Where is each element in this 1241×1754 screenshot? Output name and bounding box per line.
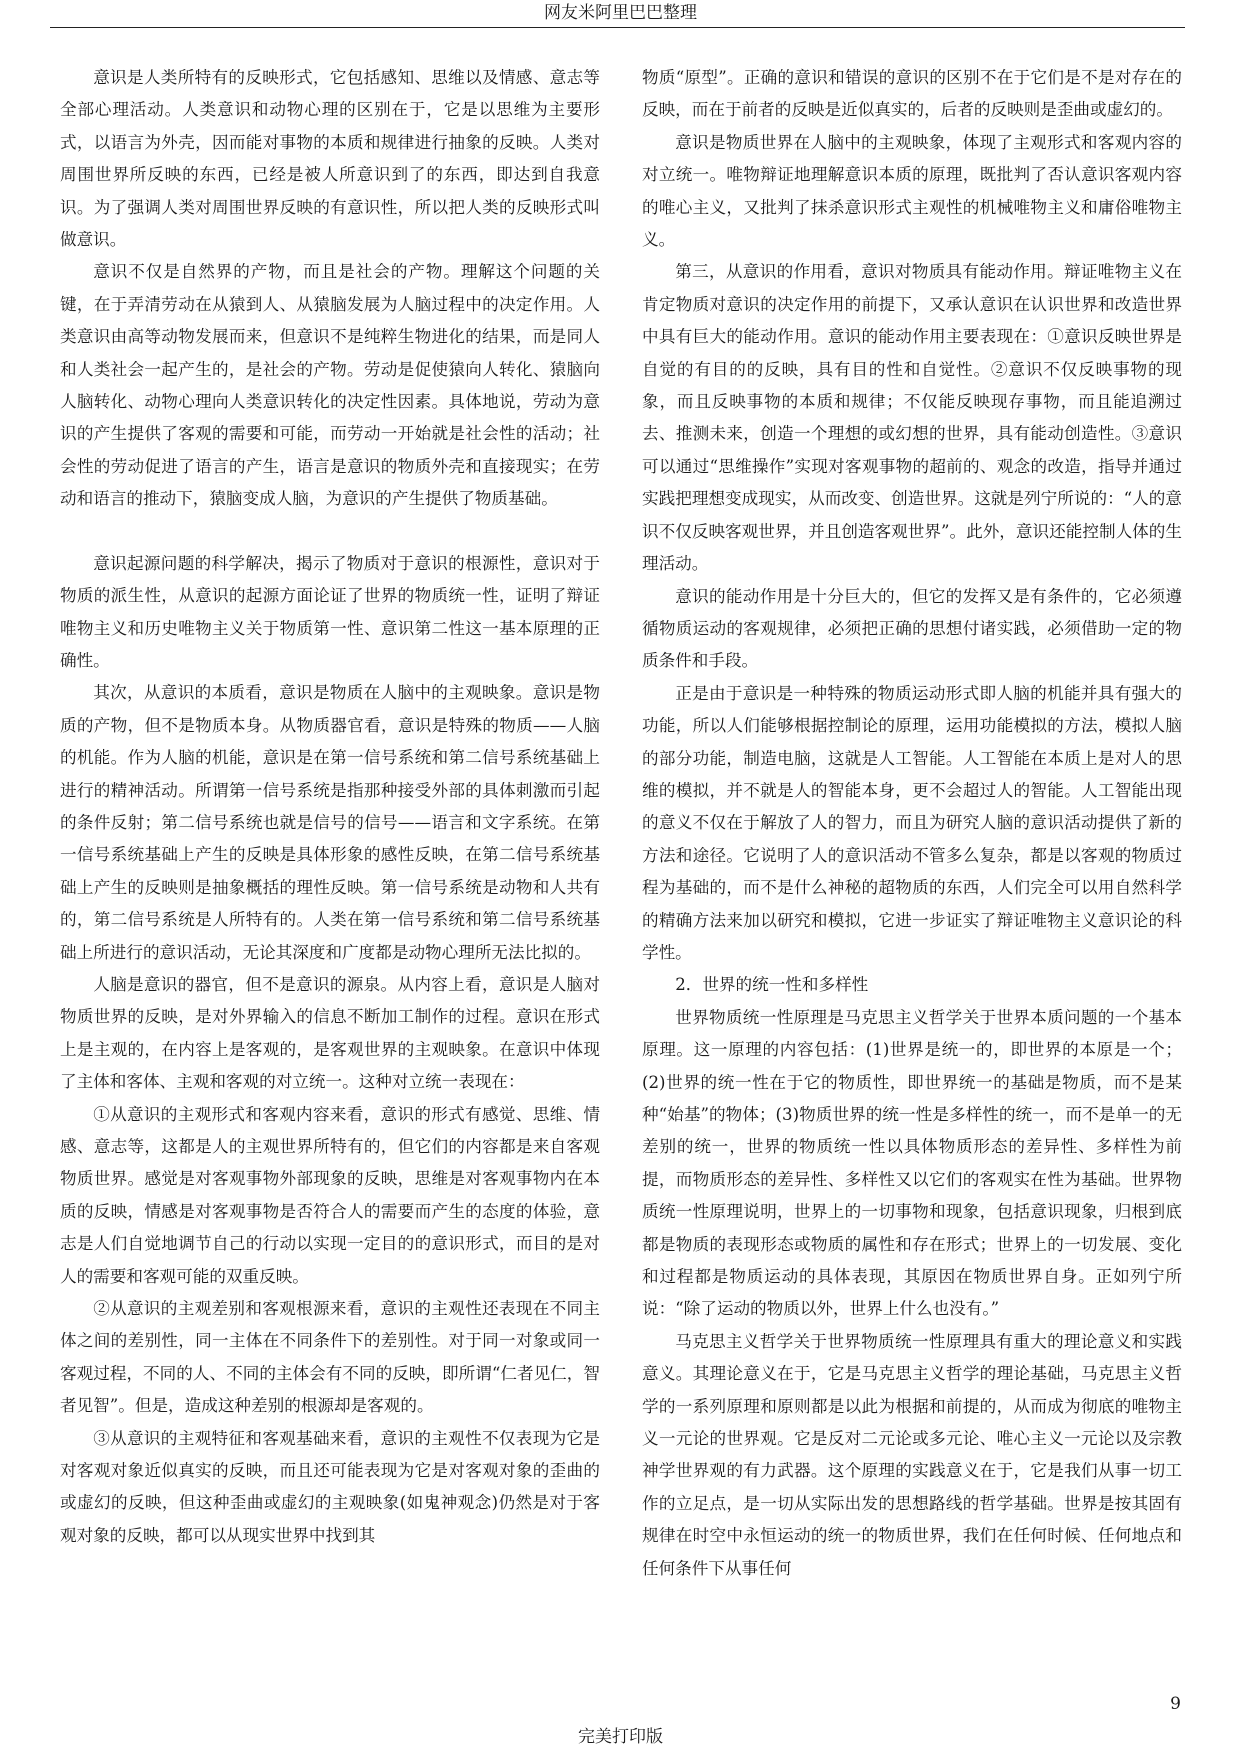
paragraph: 世界物质统一性原理是马克思主义哲学关于世界本质问题的一个基本原理。这一原理的内容包括：(1)世界是统一的，即世界的本原是一个；(2)世界的统一性在于它的物质性，即世界统一的基础是物质，而不是某种“始基”的物体；(3)物质世界的统一性是多样性的统一，而不是单一的无差别的统一，世界的物质统一性以具体物质形态的差异性、多样性为前提，而物质形态的差异性、多样性又以它们的客观实在性为基础。世界物质统一性原理说明，世界上的一切事物和现象，包括意识现象，归根到底都是物质的表现形态或物质的属性和存在形式；世界上的一切发展、变化和过程都是物质运动的具体表现，其原因在物质世界自身。正如列宁所说：“除了运动的物质以外，世界上什么也没有。” (642, 1007, 1182, 1319)
header-title: 网友米阿里巴巴整理 (544, 3, 697, 23)
left-column (60, 62, 600, 1552)
paragraph-continued: 物质“原型”。正确的意识和错误的意识的区别不在于它们是不是对存在的反映，而在于前者的反映是近似真实的，后者的反映则是歪曲或虚幻的。 (642, 68, 1182, 120)
paragraph: ①从意识的主观形式和客观内容来看，意识的形式有感觉、思维、情感、意志等，这都是人的主观世界所特有的，但它们的内容都是来自客观物质世界。感觉是对客观事物外部现象的反映，思维是对客观事物内在本质的反映，情感是对客观事物是否符合人的需要而产生的态度的体验，意志是人们自觉地调节自己的行动以实现一定目的的意识形式，而目的是对人的需要和客观可能的双重反映。 (60, 1104, 600, 1286)
paragraph-gap (60, 516, 600, 548)
paragraph: 正是由于意识是一种特殊的物质运动形式即人脑的机能并具有强大的功能，所以人们能够根据控制论的原理，运用功能模拟的方法，模拟人脑的部分功能，制造电脑，这就是人工智能。人工智能在本质上是对人的思维的模拟，并不就是人的智能本身，更不会超过人的智能。人工智能出现的意义不仅在于解放了人的智力，而且为研究人脑的意识活动提供了新的方法和途径。它说明了人的意识活动不管多么复杂，都是以客观的物质过程为基础的，而不是什么神秘的超物质的东西，人们完全可以用自然科学的精确方法来加以研究和模拟，它进一步证实了辩证唯物主义意识论的科学性。 (642, 683, 1182, 962)
paragraph: ③从意识的主观特征和客观基础来看，意识的主观性不仅表现为它是对客观对象近似真实的反映，而且还可能表现为它是对客观对象的歪曲的或虚幻的反映，但这种歪曲或虚幻的主观映象(如鬼神观念)仍然是对于客观对象的反映，都可以从现实世界中找到其 (60, 1428, 600, 1545)
paragraph: 人脑是意识的器官，但不是意识的源泉。从内容上看，意识是人脑对物质世界的反映，是对外界输入的信息不断加工制作的过程。意识在形式上是主观的，在内容上是客观的，是客观世界的主观映象。在意识中体现了主体和客体、主观和客观的对立统一。这种对立统一表现在： (60, 974, 600, 1092)
section-heading: 2．世界的统一性和多样性 (675, 975, 869, 995)
paragraph: 马克思主义哲学关于世界物质统一性原理具有重大的理论意义和实践意义。其理论意义在于，它是马克思主义哲学的理论基础，马克思主义哲学的一系列原理和原则都是以此为根据和前提的，从而成为彻底的唯物主义一元论的世界观。它是反对二元论或多元论、唯心主义一元论以及宗教神学世界观的有力武器。这个原理的实践意义在于，它是我们从事一切工作的立足点，是一切从实际出发的思想路线的哲学基础。世界是按其固有规律在时空中永恒运动的统一的物质世界，我们在任何时候、任何地点和任何条件下从事任何 (642, 1331, 1182, 1578)
paragraph: ②从意识的主观差别和客观根源来看，意识的主观性还表现在不同主体之间的差别性，同一主体在不同条件下的差别性。对于同一对象或同一客观过程，不同的人、不同的主体会有不同的反映，即所谓“仁者见仁，智者见智”。但是，造成这种差别的根源却是客观的。 (60, 1299, 600, 1416)
header-divider (50, 27, 1185, 28)
right-column (642, 62, 1182, 1585)
paragraph: 意识的能动作用是十分巨大的，但它的发挥又是有条件的，它必须遵循物质运动的客观规律，必须把正确的思想付诸实践，必须借助一定的物质条件和手段。 (642, 586, 1182, 671)
footer-text: 完美打印版 (578, 1727, 663, 1747)
page-number: 9 (1170, 1694, 1181, 1714)
paragraph: 第三，从意识的作用看，意识对物质具有能动作用。辩证唯物主义在肯定物质对意识的决定作用的前提下，又承认意识在认识世界和改造世界中具有巨大的能动作用。意识的能动作用主要表现在：①意识反映世界是自觉的有目的的反映，具有目的性和自觉性。②意识不仅反映事物的现象，而且反映事物的本质和规律；不仅能反映现存事物，而且能追溯过去、推测未来，创造一个理想的或幻想的世界，具有能动创造性。③意识可以通过“思维操作”实现对客观事物的超前的、观念的改造，指导并通过实践把理想变成现实，从而改变、创造世界。这就是列宁所说的：“人的意识不仅反映客观世界，并且创造客观世界”。此外，意识还能控制人体的生理活动。 (642, 262, 1182, 574)
paragraph: 意识是人类所特有的反映形式，它包括感知、思维以及情感、意志等全部心理活动。人类意识和动物心理的区别在于，它是以思维为主要形式，以语言为外壳，因而能对事物的本质和规律进行抽象的反映。人类对周围世界所反映的东西，已经是被人所意识到了的东西，即达到自我意识。为了强调人类对周围世界反映的有意识性，所以把人类的反映形式叫做意识。 (60, 68, 600, 250)
page-footer (0, 1722, 1241, 1747)
paragraph: 意识起源问题的科学解决，揭示了物质对于意识的根源性，意识对于物质的派生性，从意识的起源方面论证了世界的物质统一性，证明了辩证唯物主义和历史唯物主义关于物质第一性、意识第二性这一基本原理的正确性。 (60, 553, 600, 670)
paragraph: 意识是物质世界在人脑中的主观映象，体现了主观形式和客观内容的对立统一。唯物辩证地理解意识本质的原理，既批判了否认意识客观内容的唯心主义，又批判了抹杀意识形式主观性的机械唯物主义和庸俗唯物主义。 (642, 132, 1182, 250)
paragraph: 其次，从意识的本质看，意识是物质在人脑中的主观映象。意识是物质的产物，但不是物质本身。从物质器官看，意识是特殊的物质——人脑的机能。作为人脑的机能，意识是在第一信号系统和第二信号系统基础上进行的精神活动。所谓第一信号系统是指那种接受外部的具体刺激而引起的条件反射；第二信号系统也就是信号的信号——语言和文字系统。在第一信号系统基础上产生的反映是具体形象的感性反映，在第二信号系统基础上产生的反映则是抽象概括的理性反映。第一信号系统是动物和人共有的，第二信号系统是人所特有的。人类在第一信号系统和第二信号系统基础上所进行的意识活动，无论其深度和广度都是动物心理所无法比拟的。 (60, 683, 600, 962)
paragraph: 意识不仅是自然界的产物，而且是社会的产物。理解这个问题的关键，在于弄清劳动在从猿到人、从猿脑发展为人脑过程中的决定作用。人类意识由高等动物发展而来，但意识不是纯粹生物进化的结果，而是同人和人类社会一起产生的，是社会的产物。劳动是促使猿向人转化、猿脑向人脑转化、动物心理向人类意识转化的决定性因素。具体地说，劳动为意识的产生提供了客观的需要和可能，而劳动一开始就是社会性的活动；社会性的劳动促进了语言的产生，语言是意识的物质外壳和直接现实；在劳动和语言的推动下，猿脑变成人脑，为意识的产生提供了物质基础。 (60, 262, 600, 509)
page-header (0, 0, 1241, 28)
